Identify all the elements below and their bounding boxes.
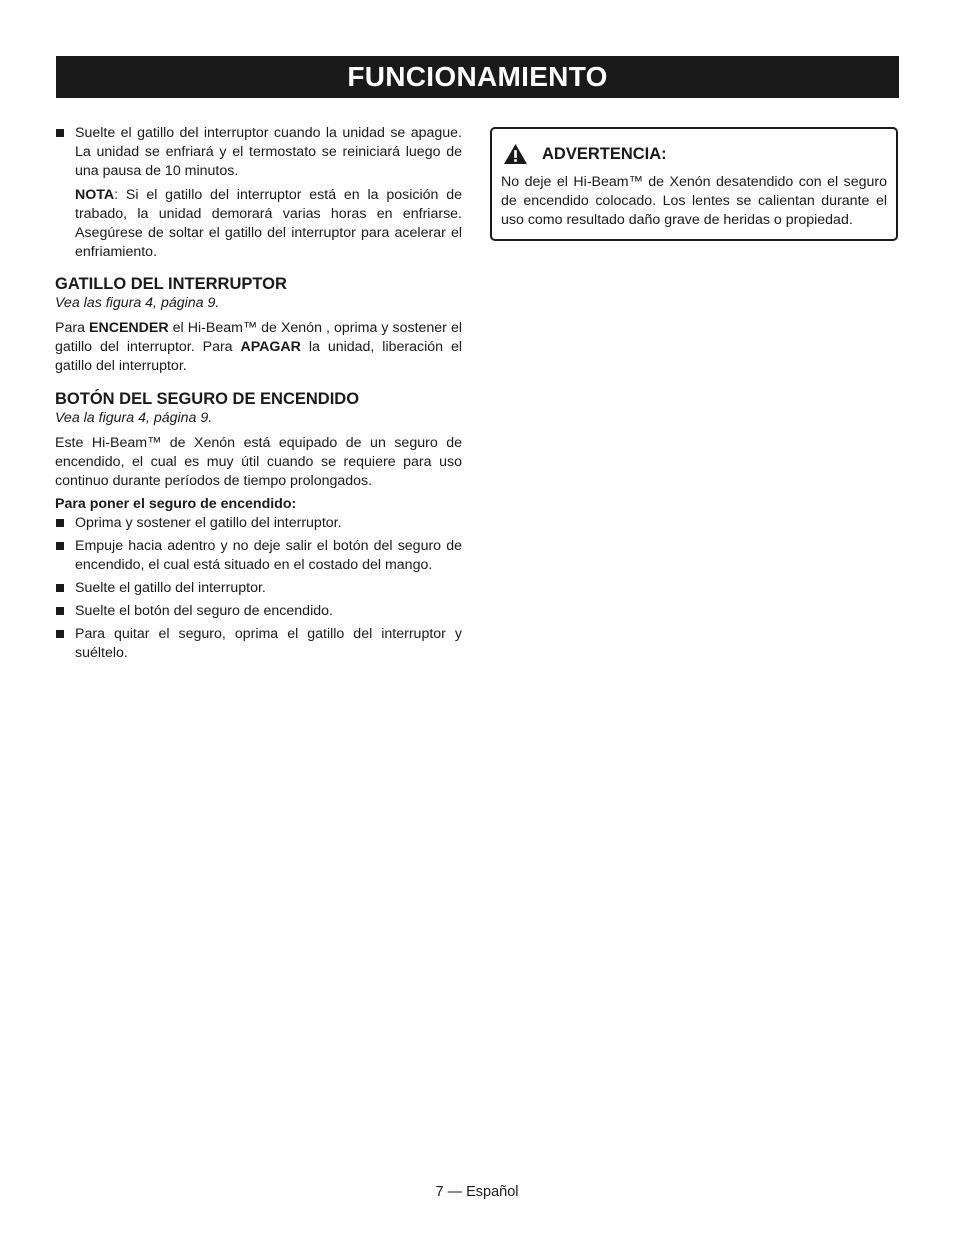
bullet-square-icon [56,542,64,550]
lock-paragraph: Este Hi-Beam™ de Xenón está equipado de un seguro de encendido, el cual es muy útil cuando se requiere para uso continuo durante períodos de tiempo prolongados. [55,435,462,489]
figure-reference: Vea las figura 4, página 9. [55,295,220,311]
list-item: Empuje hacia adentro y no deje salir el botón del seguro de encendido, el cual está situado en el costado del mango. [55,537,462,575]
note-label: NOTA [75,187,115,203]
left-column [55,124,462,663]
section-heading-lock: BOTÓN DEL SEGURO DE ENCENDIDO [55,390,360,408]
figure-reference: Vea la figura 4, página 9. [55,410,213,426]
trigger-paragraph: Para ENCENDER el Hi-Beam™ de Xenón , oprima y sostener el gatillo del interruptor. Para APAGAR la unidad, liberación el gatillo del interruptor. [55,320,462,374]
warning-text: No deje el Hi-Beam™ de Xenón desatendido con el seguro de encendido colocado. Los lentes se calientan durante el uso como resultado daño grave de heridas o propiedad. [501,174,887,228]
bullet-square-icon [56,607,64,615]
warning-title: ADVERTENCIA: [542,144,667,163]
section-heading-trigger: GATILLO DEL INTERRUPTOR [55,275,287,293]
bullet-square-icon [56,584,64,592]
bullet-square-icon [56,129,64,137]
note-text: : Si el gatillo del interruptor está en la posición de trabado, la unidad demorará varias horas en enfriarse. Asegúrese de soltar el gatillo del interruptor para acelerar el enfriamiento. [75,187,462,260]
bullet-square-icon [56,519,64,527]
warning-triangle-icon [503,143,528,165]
list-item [55,124,462,181]
note-paragraph [55,186,462,262]
bullet-square-icon [56,630,64,638]
warning-box [490,127,898,241]
list-item: Para quitar el seguro, oprima el gatillo del interruptor y suéltelo. [55,625,462,663]
warning-header [501,143,887,165]
page-number: 7 — Español [435,1184,519,1200]
page-title: FUNCIONAMIENTO [56,56,899,98]
right-column [490,127,897,241]
list-item: Suelte el gatillo del interruptor. [55,579,462,598]
list-item: Oprima y sostener el gatillo del interruptor. [55,514,462,533]
lock-subheading: Para poner el seguro de encendido: [55,496,297,512]
bullet-text: Suelte el gatillo del interruptor cuando la unidad se apague. La unidad se enfriará y el termostato se reiniciará luego de una pausa de 10 minutos. [75,125,462,179]
list-item: Suelte el botón del seguro de encendido. [55,602,462,621]
